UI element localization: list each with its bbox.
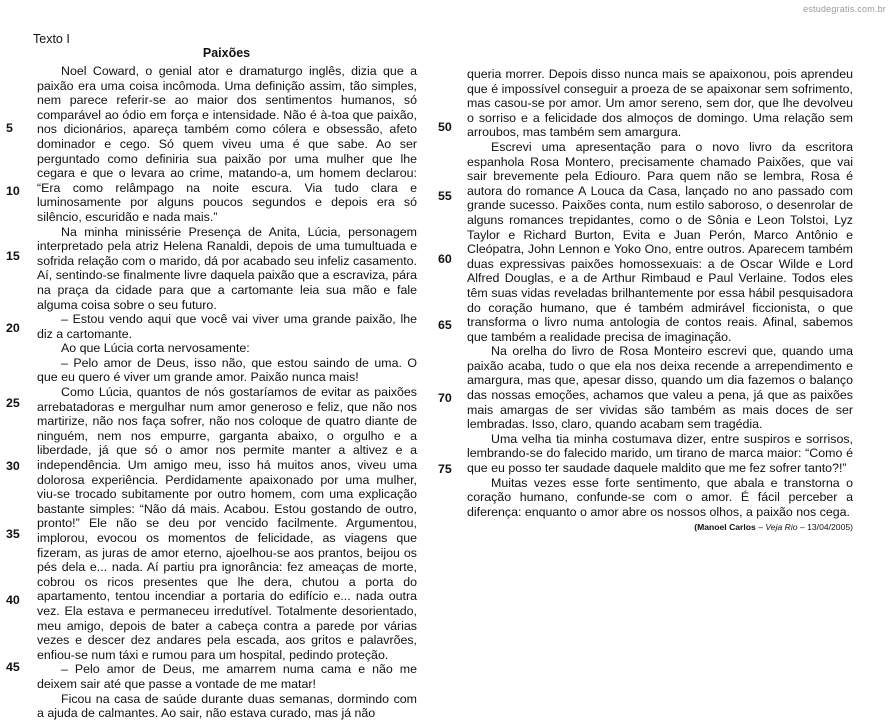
paragraph: Na orelha do livro de Rosa Monteiro escrevi que, quando uma paixão acaba, tudo o que ela nos deixa recende a arrependimento e amargura, mas que, apesar disso, quando um dia fazemos o balanço das nossas emoções, achamos que valeu a pena, já que as paixões mais amargas de ser vividas são também as mais doces de ser lembradas. Isso, claro, quando acabam sem tragédia. <box>467 344 853 432</box>
line-number: 10 <box>6 184 20 198</box>
line-number: 70 <box>438 391 452 405</box>
line-number: 40 <box>6 593 20 607</box>
paragraph: – Estou vendo aqui que você vai viver uma grande paixão, lhe diz a cartomante. <box>37 312 417 341</box>
text-column-left <box>37 64 417 721</box>
text-label: Texto I <box>33 32 70 46</box>
paragraph: Escrevi uma apresentação para o novo livro da escritora espanhola Rosa Montero, precisamente chamado Paixões, que vai sair brevemente pela Ediouro. Para quem não se lembra, Rosa é autora do romance A Louca da Casa, lançado no ano passado com grande sucesso. Paixões conta, num estilo saboroso, o desenrolar de alguns romances trepidantes, como o de Sônia e Leon Tolstoi, Lyz Taylor e Richard Burton, Evita e Juan Perón, Marco Antônio e Cleópatra, John Lennon e Yoko Ono, entre outros. Aparecem também duas expressivas paixões homossexuais: a de Oscar Wilde e Lord Alfred Douglas, e a de Arthur Rimbaud e Paul Verlaine. Todos eles têm suas vidas reveladas brilhantemente por essa hábil pesquisadora do coração humano, que é também admirável ficcionista, o que transforma o livro numa antologia de contos reais. Afinal, sabemos que também a realidade precisa de imaginação. <box>467 139 853 344</box>
source-author: (Manoel Carlos <box>694 522 756 533</box>
line-number: 15 <box>6 249 20 263</box>
paragraph: Ficou na casa de saúde durante duas semanas, dormindo com a ajuda de calmantes. Ao sair, não estava curado, mas já não <box>37 691 417 721</box>
source-publication: Veja Rio <box>765 522 798 533</box>
line-number: 20 <box>6 321 20 335</box>
paragraph: Noel Coward, o genial ator e dramaturgo inglês, dizia que a paixão era uma coisa incômoda. Uma definição assim, tão simples, nem parece referir-se ao maior dos sentimentos humanos, só comparável ao ódio em força e intensidade. Não é à-toa que paixão, nos dicionários, apareça também como cólera e obsessão, afeto dominador e cego. Só quem viveu uma é que sabe. Ao ser perguntado como definiria sua paixão por uma mulher que lhe cegara e que o levara ao crime, matando-a, um homem declarou: “Era como relâmpago na noite escura. Via tudo clara e luminosamente por alguns poucos segundos e depois era só silêncio, escuridão e nada mais.” <box>37 64 417 224</box>
paragraph: Ao que Lúcia corta nervosamente: <box>61 341 250 356</box>
watermark: estudegratis.com.br <box>803 4 886 14</box>
line-number: 5 <box>6 121 13 135</box>
paragraph: Como Lúcia, quantos de nós gostaríamos de evitar as paixões arrebatadoras e mergulhar num amor generoso e feliz, que não nos martirize, não nos faça sofrer, não nos coloque de quatro diante de ninguém, nem nos empurre, garganta abaixo, o orgulho e a liberdade, já que só o amor nos permite manter a altivez e a independência. Um amigo meu, isso há muitos anos, viveu uma dolorosa experiência. Perdidamente apaixonado por uma mulher, viu-se trocado subitamente por outro homem, com uma explicação bastante simples: “Não dá mais. Acabou. Estou gostando de outro, pronto!” Ele não se deu por vencido facilmente. Argumentou, implorou, evocou os momentos de felicidade, as viagens que fizeram, as juras de amor eterno, ajoelhou-se aos prantos, beijou os pés dela e... nada. Aí partiu pra ignorância: fez ameaças de morte, cobrou os ricos presentes que lhe dera, chutou a porta do apartamento, tentou incendiar a portaria do edifício e... nada outra vez. Ela estava e permaneceu irredutível. Totalmente desorientado, meu amigo, depois de bater a cabeça contra a parede por várias vezes e descer dez andares pela escada, aos gritos e palavrões, enfiou-se num táxi e rumou para um hospital, pedindo proteção. <box>37 385 417 662</box>
line-number: 65 <box>438 318 452 332</box>
source-citation <box>467 520 853 535</box>
paragraph: Na minha minissérie Presença de Anita, Lúcia, personagem interpretado pela atriz Helena Ranaldi, depois de uma tumultuada e sofrida relação com o marido, dá por acabado seu infeliz casamento. Aí, sentindo-se finalmente livre daquela paixão que a escraviza, pára na praça da cidade para que a cartomante leia sua mão e fale alguma coisa sobre o seu futuro. <box>37 224 417 312</box>
source-date: – 13/04/2005) <box>797 522 853 533</box>
line-number: 55 <box>438 189 452 203</box>
line-number: 25 <box>6 396 20 410</box>
text-column-right <box>467 67 853 535</box>
source-separator: – <box>755 522 766 533</box>
line-number: 50 <box>438 120 452 134</box>
line-number: 35 <box>6 527 20 541</box>
line-number: 30 <box>6 459 20 473</box>
paragraph: – Pelo amor de Deus, isso não, que estou saindo de uma. O que eu quero é viver um grande amor. Paixão nunca mais! <box>37 355 417 385</box>
page-title: Paixões <box>202 46 251 60</box>
paragraph: – Pelo amor de Deus, me amarrem numa cama e não me deixem sair até que passe a vontade de me matar! <box>37 662 417 691</box>
line-number: 75 <box>438 462 452 476</box>
line-number: 45 <box>6 660 20 674</box>
paragraph: queria morrer. Depois disso nunca mais se apaixonou, pois aprendeu que é impossível conseguir a proeza de se apaixonar sem sofrimento, mas casou-se por amor. Um amor sereno, sem dor, que lhe devolveu o sorriso e a felicidade dos almoços de domingo. Uma relação sem arroubos, mas também sem amargura. <box>467 67 853 140</box>
line-number: 60 <box>438 252 452 266</box>
paragraph: Uma velha tia minha costumava dizer, entre suspiros e sorrisos, lembrando-se do falecido marido, um tirano de marca maior: “Como é que eu posso ter saudade daquele maldito que me fez sofrer tanto?!” <box>467 431 853 476</box>
paragraph: Muitas vezes esse forte sentimento, que abala e transtorna o coração humano, confunde-se com o amor. É fácil perceber a diferença: enquanto o amor abre os nossos olhos, a paixão nos cega. <box>467 475 853 519</box>
